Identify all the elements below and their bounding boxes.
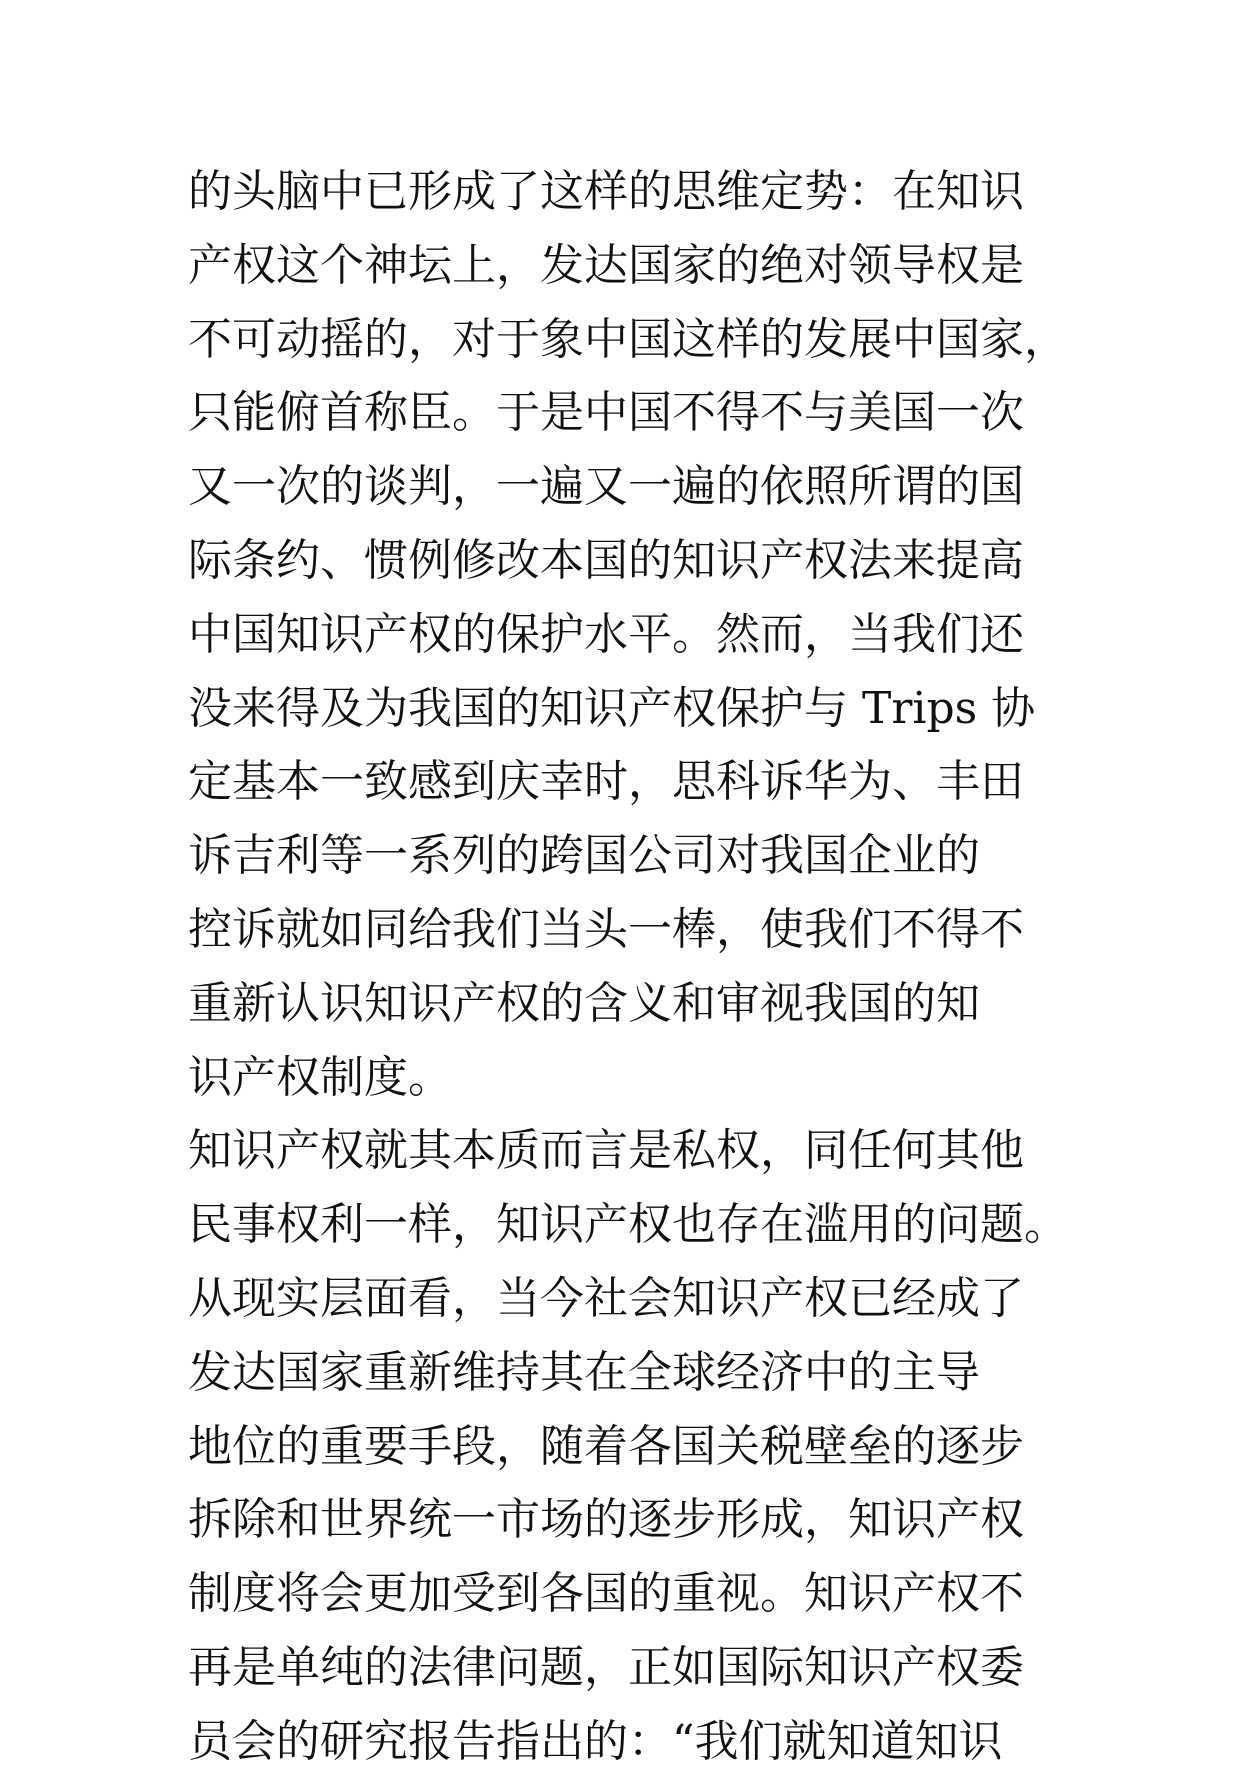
text-line: 际条约、惯例修改本国的知识产权法来提高: [188, 534, 1024, 586]
text-line: 的头脑中已形成了这样的思维定势：在知识: [188, 166, 1024, 217]
body-text: [188, 155, 1148, 1779]
text-line: 再是单纯的法律问题，正如国际知识产权委: [188, 1641, 1024, 1693]
text-line: 控诉就如同给我们当头一棒，使我们不得不: [188, 903, 1024, 955]
text-line: 识产权制度。: [188, 1051, 452, 1103]
text-line: 民事权利一样，知识产权也存在滥用的问题。: [188, 1199, 1068, 1251]
text-line: 重新认识知识产权的含义和审视我国的知: [188, 977, 980, 1029]
text-line: 不可动摇的，对于象中国这样的发展中国家，: [188, 313, 1068, 365]
text-line: 制度将会更加受到各国的重视。知识产权不: [188, 1568, 1024, 1620]
text-line: 从现实层面看，当今社会知识产权已经成了: [188, 1272, 1024, 1324]
text-line: 中国知识产权的保护水平。然而，当我们还: [188, 608, 1024, 660]
text-line: 产权这个神坛上，发达国家的绝对领导权是: [188, 239, 1024, 291]
text-line: 拆除和世界统一市场的逐步形成，知识产权: [188, 1494, 1024, 1546]
text-line: 员会的研究报告指出的：“我们就知道知识: [188, 1715, 1003, 1767]
text-line: 又一次的谈判，一遍又一遍的依照所谓的国: [188, 461, 1024, 513]
text-line: 没来得及为我国的知识产权保护与 Trips 协: [188, 682, 1036, 734]
text-line: 地位的重要手段，随着各国关税壁垒的逐步: [188, 1420, 1024, 1472]
text-line: 定基本一致感到庆幸时，思科诉华为、丰田: [188, 756, 1024, 808]
text-line: 只能俯首称臣。于是中国不得不与美国一次: [188, 387, 1024, 439]
text-line: 诉吉利等一系列的跨国公司对我国企业的: [188, 830, 980, 882]
text-line: 发达国家重新维持其在全球经济中的主导: [188, 1346, 980, 1398]
text-line: 知识产权就其本质而言是私权，同任何其他: [188, 1125, 1024, 1177]
